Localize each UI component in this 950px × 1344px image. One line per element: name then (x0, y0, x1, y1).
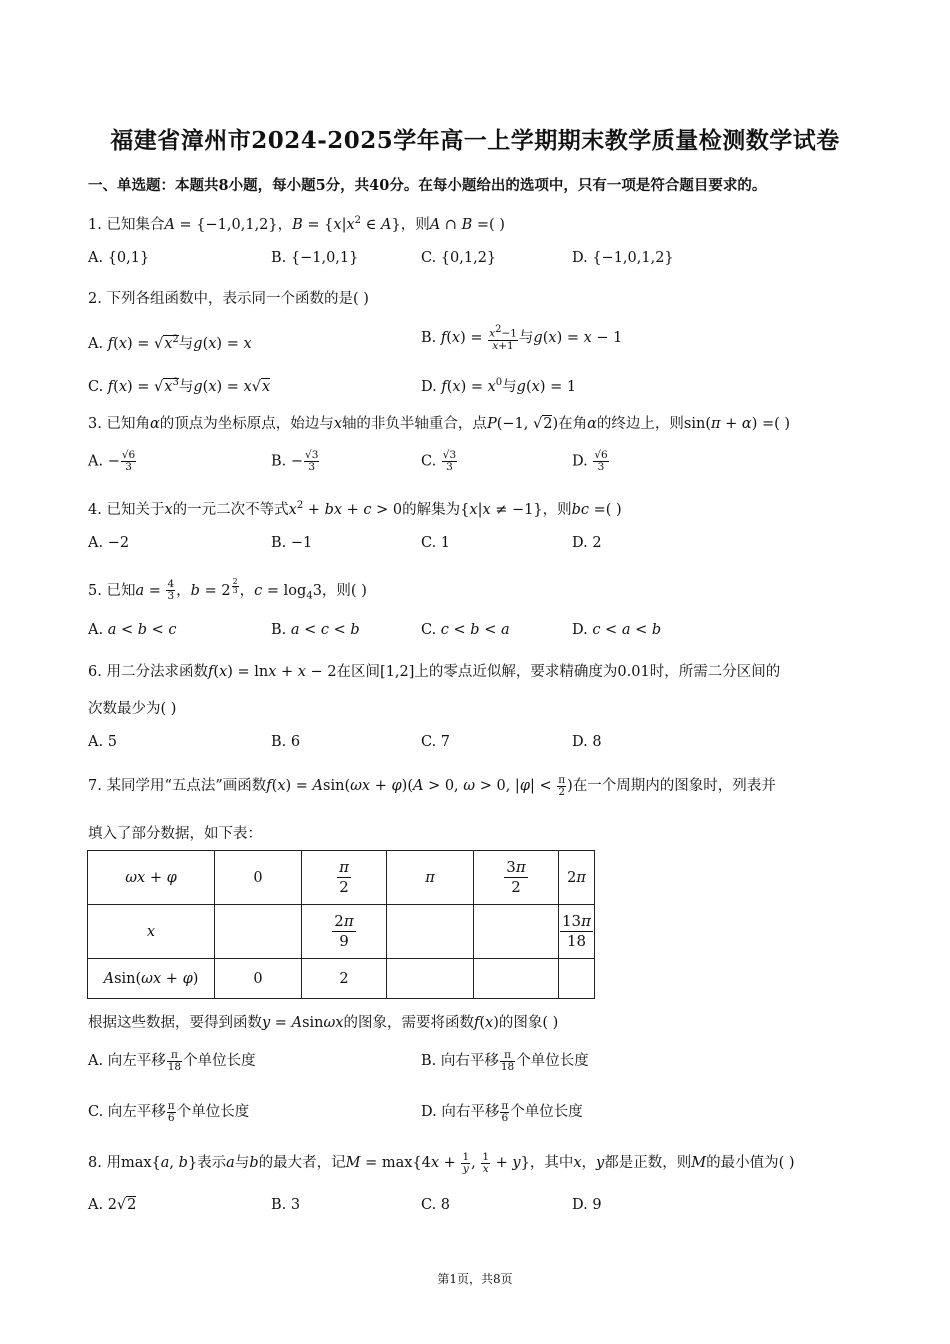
table-cell: $\frac{3\pi}{2}$ (474, 851, 559, 905)
q5-option-b[interactable]: B. a < c < b (271, 622, 360, 638)
table-cell: x (88, 905, 215, 959)
q7-option-a[interactable]: A. 向左平移 $\frac{\pi}{18}$ 个单位长度 (88, 1048, 256, 1073)
q6-option-c[interactable]: C. 7 (421, 734, 451, 750)
table-cell: 0 (215, 959, 302, 999)
table-cell: ωx + φ (88, 851, 215, 905)
q5-option-a[interactable]: A. a < b < c (88, 622, 177, 638)
table-cell (474, 905, 559, 959)
q4-option-d[interactable]: D. 2 (572, 535, 602, 551)
q2-option-d[interactable]: D. $f(x) = x^0$与g(x) = 1 (421, 377, 577, 395)
q2-option-c[interactable]: C. $f(x) = √x^3$与g(x) = x√x (88, 377, 271, 395)
q1-option-d[interactable]: D. {−1,0,1,2} (572, 250, 674, 266)
question-7-line-1: 7. 某同学用“五点法”画函数f(x) = Asin(ωx + φ)(A > 0, ω > 0, |φ| < $\frac{\pi}{2}$ )在一个周期内的图象时，列表并 (88, 773, 776, 798)
q6-option-d[interactable]: D. 8 (572, 734, 602, 750)
question-5: 5. 已知a = $\frac{4}{3}$ ，b = 2 $^{\frac{2}{3}}$ ，$c = \log_43$，则( ) (88, 577, 367, 603)
q1-option-a[interactable]: A. {0,1} (88, 250, 150, 266)
question-7-line-3: 根据这些数据，要得到函数y = Asinωx的图象，需要将函数f(x)的图象( ) (88, 1015, 559, 1031)
table-cell: 2π (559, 851, 595, 905)
five-point-table (87, 850, 595, 999)
q2-option-a[interactable]: A. $f(x) = √x^2$与g(x) = x (88, 334, 252, 352)
q5-option-c[interactable]: C. c < b < a (421, 622, 510, 638)
table-cell: π (387, 851, 474, 905)
question-6-line-2: 次数最少为( ) (88, 701, 177, 717)
q8-option-d[interactable]: D. 9 (572, 1197, 602, 1213)
table-cell: $\frac{\pi}{2}$ (302, 851, 387, 905)
question-4: 4. 已知关于x的一元二次不等式$x^2$ + bx + c > 0的解集为{x|x ≠ −1}，则bc =( ) (88, 500, 622, 518)
q8-option-c[interactable]: C. 8 (421, 1197, 451, 1213)
question-3: 3. 已知角α的顶点为坐标原点，始边与x轴的非负半轴重合，点P(−1, √2)在角α的终边上，则sin(π + α) =( ) (88, 416, 791, 432)
table-cell (215, 905, 302, 959)
table-cell (387, 959, 474, 999)
page-footer: 第1页，共8页 (437, 1272, 513, 1286)
question-8: 8. 用max{a, b}表示a与b的最大者，记M = max{4x + $\frac{1}{y}$ , $\frac{1}{x}$ + y}，其中x，y都是正数，则M的最小值为( ) (88, 1150, 795, 1175)
table-cell (387, 905, 474, 959)
table-cell (559, 959, 595, 999)
q4-option-c[interactable]: C. 1 (421, 535, 451, 551)
q4-option-a[interactable]: A. −2 (88, 535, 130, 551)
q1-option-b[interactable]: B. {−1,0,1} (271, 250, 359, 266)
q7-option-d[interactable]: D. 向右平移 $\frac{\pi}{6}$ 个单位长度 (421, 1099, 583, 1124)
q2-option-b[interactable]: B. f(x) = $\frac{x^2-1}{x+1}$ 与g(x) = x − 1 (421, 324, 623, 352)
table-cell: $\frac{13\pi}{18}$ (559, 905, 595, 959)
table-cell (474, 959, 559, 999)
table-cell: 2 (302, 959, 387, 999)
q3-option-c[interactable]: C. $\frac{√3}{3}$ (421, 449, 457, 473)
q1-option-c[interactable]: C. {0,1,2} (421, 250, 497, 266)
q8-option-a[interactable]: A. 2√2 (88, 1197, 137, 1213)
q4-option-b[interactable]: B. −1 (271, 535, 313, 551)
section-heading: 一、单选题：本题共8小题，每小题5分，共40分。在每小题给出的选项中，只有一项是符合题目要求的。 (88, 177, 767, 194)
q6-option-a[interactable]: A. 5 (88, 734, 117, 750)
q3-option-a[interactable]: A. − $\frac{√6}{3}$ (88, 449, 136, 473)
q8-option-b[interactable]: B. 3 (271, 1197, 301, 1213)
page-title: 福建省漳州市2024-2025学年高一上学期期末教学质量检测数学试卷 (110, 127, 840, 154)
question-1: 1. 已知集合A = {−1,0,1,2}，$B = \{x|x^2$ ∈ A}，则A ∩ B =( ) (88, 215, 505, 233)
q5-option-d[interactable]: D. c < a < b (572, 622, 662, 638)
q6-option-b[interactable]: B. 6 (271, 734, 301, 750)
q7-option-c[interactable]: C. 向左平移 $\frac{\pi}{6}$ 个单位长度 (88, 1099, 250, 1124)
table-cell: Asin(ωx + φ) (88, 959, 215, 999)
question-2: 2. 下列各组函数中，表示同一个函数的是( ) (88, 291, 369, 307)
table-cell: $\frac{2\pi}{9}$ (302, 905, 387, 959)
q7-option-b[interactable]: B. 向右平移 $\frac{\pi}{18}$ 个单位长度 (421, 1048, 589, 1073)
q3-option-b[interactable]: B. − $\frac{√3}{3}$ (271, 449, 319, 473)
question-7-line-2: 填入了部分数据，如下表： (88, 826, 262, 842)
table-cell: 0 (215, 851, 302, 905)
q3-option-d[interactable]: D. $\frac{√6}{3}$ (572, 449, 608, 473)
question-6-line-1: 6. 用二分法求函数f(x) = lnx + x − 2在区间[1,2]上的零点近似解，要求精确度为0.01时，所需二分区间的 (88, 664, 781, 680)
